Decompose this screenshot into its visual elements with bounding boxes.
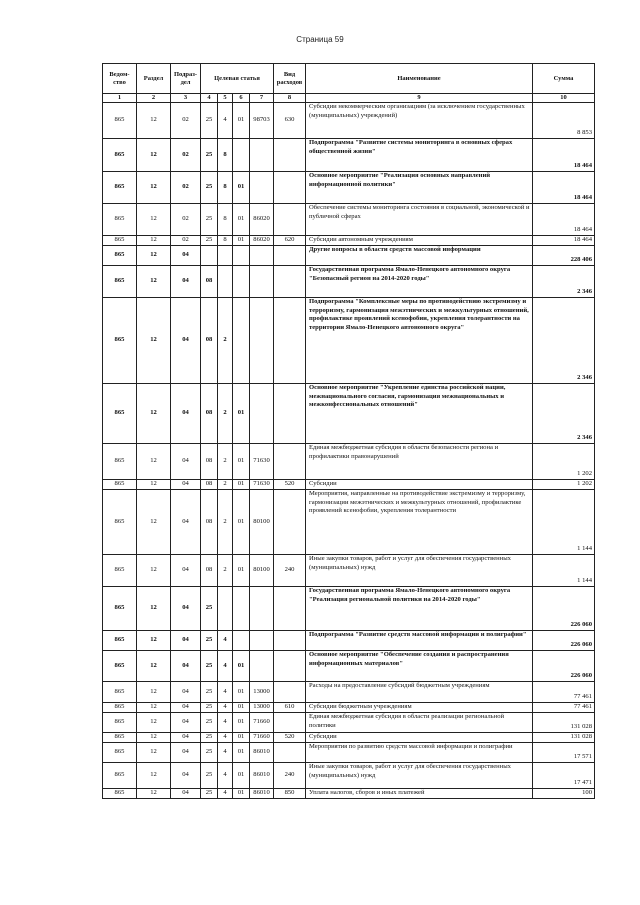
subsection-cell: 04 [171, 682, 201, 703]
target-item-subprogram-cell [218, 266, 233, 298]
target-item-direction-cell: 80100 [250, 490, 274, 555]
amount-cell: 1 202 [533, 444, 595, 480]
section-cell: 12 [137, 384, 171, 444]
ministry-cell: 865 [103, 103, 137, 139]
target-item-subprogram-cell: 4 [218, 703, 233, 713]
target-item-direction-cell: 71660 [250, 713, 274, 733]
page-header: Страница 59 [296, 35, 344, 44]
target-item-program-cell: 25 [201, 103, 218, 139]
ministry-cell: 865 [103, 651, 137, 682]
target-item-program-cell: 25 [201, 139, 218, 172]
target-item-direction-cell [250, 139, 274, 172]
target-item-activity-cell: 01 [233, 789, 250, 799]
expense-type-cell [274, 631, 306, 651]
amount-cell: 226 060 [533, 651, 595, 682]
section-cell: 12 [137, 236, 171, 246]
target-item-subprogram-cell: 2 [218, 444, 233, 480]
expense-type-cell: 240 [274, 763, 306, 789]
section-cell: 12 [137, 713, 171, 733]
target-item-program-cell: 25 [201, 743, 218, 763]
target-item-program-cell: 25 [201, 204, 218, 236]
table-row [103, 204, 595, 236]
col-header-expense-type: Вид расходов [274, 64, 306, 94]
amount-cell: 17 571 [533, 743, 595, 763]
amount-cell: 1 144 [533, 555, 595, 587]
target-item-activity-cell [233, 246, 250, 266]
target-item-subprogram-cell: 4 [218, 743, 233, 763]
column-number: 5 [218, 94, 233, 103]
name-cell: Иные закупки товаров, работ и услуг для обеспечения государственных (муниципальных) нужд [306, 555, 533, 587]
target-item-activity-cell: 01 [233, 733, 250, 743]
subsection-cell: 04 [171, 631, 201, 651]
subsection-cell: 04 [171, 743, 201, 763]
expense-type-cell [274, 444, 306, 480]
amount-cell: 18 464 [533, 139, 595, 172]
section-cell: 12 [137, 631, 171, 651]
target-item-activity-cell: 01 [233, 480, 250, 490]
subsection-cell: 04 [171, 480, 201, 490]
name-cell: Основное мероприятие "Обеспечение создания и распространения информационных материалов" [306, 651, 533, 682]
name-cell: Подпрограмма "Развитие системы мониторинга в основных сферах общественной жизни" [306, 139, 533, 172]
target-item-subprogram-cell: 4 [218, 651, 233, 682]
table-row [103, 444, 595, 480]
table-row [103, 246, 595, 266]
target-item-activity-cell: 01 [233, 384, 250, 444]
target-item-program-cell: 25 [201, 703, 218, 713]
table-row [103, 703, 595, 713]
expense-type-cell [274, 246, 306, 266]
column-number: 7 [250, 94, 274, 103]
table-row [103, 743, 595, 763]
expense-type-cell: 240 [274, 555, 306, 587]
expense-type-cell [274, 713, 306, 733]
name-cell: Подпрограмма "Развитие средств массовой информации и полиграфии" [306, 631, 533, 651]
amount-cell: 100 [533, 789, 595, 799]
section-cell: 12 [137, 682, 171, 703]
target-item-activity-cell: 01 [233, 763, 250, 789]
subsection-cell: 04 [171, 555, 201, 587]
subsection-cell: 04 [171, 763, 201, 789]
amount-cell: 131 028 [533, 733, 595, 743]
col-header-amount: Сумма [533, 64, 595, 94]
subsection-cell: 04 [171, 266, 201, 298]
target-item-program-cell: 08 [201, 266, 218, 298]
subsection-cell: 04 [171, 733, 201, 743]
section-cell: 12 [137, 298, 171, 384]
target-item-subprogram-cell: 4 [218, 103, 233, 139]
column-number: 1 [103, 94, 137, 103]
ministry-cell: 865 [103, 139, 137, 172]
col-header-subsection: Подраз-дел [171, 64, 201, 94]
table-row [103, 789, 595, 799]
expense-type-cell [274, 587, 306, 631]
section-cell: 12 [137, 103, 171, 139]
section-cell: 12 [137, 266, 171, 298]
name-cell: Субсидии бюджетным учреждениям [306, 703, 533, 713]
ministry-cell: 865 [103, 298, 137, 384]
ministry-cell: 865 [103, 789, 137, 799]
ministry-cell: 865 [103, 555, 137, 587]
ministry-cell: 865 [103, 587, 137, 631]
expense-type-cell [274, 172, 306, 204]
target-item-direction-cell: 13000 [250, 703, 274, 713]
target-item-program-cell: 08 [201, 298, 218, 384]
target-item-subprogram-cell [218, 587, 233, 631]
ministry-cell: 865 [103, 703, 137, 713]
section-cell: 12 [137, 733, 171, 743]
target-item-direction-cell: 71630 [250, 480, 274, 490]
target-item-program-cell: 25 [201, 763, 218, 789]
target-item-subprogram-cell: 2 [218, 555, 233, 587]
ministry-cell: 865 [103, 631, 137, 651]
target-item-activity-cell: 01 [233, 555, 250, 587]
target-item-activity-cell: 01 [233, 204, 250, 236]
target-item-direction-cell [250, 384, 274, 444]
target-item-direction-cell: 86010 [250, 743, 274, 763]
amount-cell: 1 144 [533, 490, 595, 555]
name-cell: Уплата налогов, сборов и иных платежей [306, 789, 533, 799]
target-item-subprogram-cell: 8 [218, 236, 233, 246]
amount-cell: 8 853 [533, 103, 595, 139]
amount-cell: 17 471 [533, 763, 595, 789]
table-row [103, 490, 595, 555]
target-item-program-cell: 08 [201, 555, 218, 587]
table-row [103, 236, 595, 246]
table-row [103, 139, 595, 172]
ministry-cell: 865 [103, 480, 137, 490]
ministry-cell: 865 [103, 246, 137, 266]
ministry-cell: 865 [103, 490, 137, 555]
subsection-cell: 04 [171, 789, 201, 799]
target-item-direction-cell [250, 172, 274, 204]
target-item-activity-cell: 01 [233, 713, 250, 733]
target-item-activity-cell: 01 [233, 236, 250, 246]
col-header-name: Наименование [306, 64, 533, 94]
target-item-program-cell: 25 [201, 713, 218, 733]
target-item-direction-cell: 86020 [250, 204, 274, 236]
name-cell: Мероприятия, направленные на противодействие экстремизму и терроризму, гармонизации межэтнических и межкультурных отношений, профилактике проявлений ксенофобии, укрепления толерантности [306, 490, 533, 555]
budget-table [102, 63, 595, 799]
name-cell: Основное мероприятие "Реализация основных направлений информационной политики" [306, 172, 533, 204]
target-item-program-cell: 08 [201, 490, 218, 555]
table-row [103, 266, 595, 298]
table-row [103, 103, 595, 139]
target-item-program-cell: 08 [201, 384, 218, 444]
target-item-program-cell: 25 [201, 789, 218, 799]
name-cell: Государственная программа Ямало-Ненецкого автономного округа "Реализация региональной политики на 2014-2020 годы" [306, 587, 533, 631]
section-cell: 12 [137, 246, 171, 266]
subsection-cell: 04 [171, 444, 201, 480]
target-item-subprogram-cell [218, 246, 233, 266]
subsection-cell: 02 [171, 172, 201, 204]
target-item-program-cell: 08 [201, 480, 218, 490]
column-number: 2 [137, 94, 171, 103]
section-cell: 12 [137, 480, 171, 490]
table-row [103, 713, 595, 733]
target-item-activity-cell: 01 [233, 444, 250, 480]
target-item-program-cell: 25 [201, 651, 218, 682]
name-cell: Субсидии автономным учреждениям [306, 236, 533, 246]
ministry-cell: 865 [103, 444, 137, 480]
expense-type-cell [274, 490, 306, 555]
target-item-direction-cell: 13000 [250, 682, 274, 703]
section-cell: 12 [137, 789, 171, 799]
target-item-direction-cell: 98703 [250, 103, 274, 139]
target-item-program-cell: 25 [201, 631, 218, 651]
ministry-cell: 865 [103, 172, 137, 204]
target-item-subprogram-cell: 4 [218, 631, 233, 651]
amount-cell: 77 461 [533, 703, 595, 713]
target-item-activity-cell: 01 [233, 703, 250, 713]
target-item-subprogram-cell: 2 [218, 384, 233, 444]
section-cell: 12 [137, 204, 171, 236]
expense-type-cell: 630 [274, 103, 306, 139]
expense-type-cell [274, 266, 306, 298]
name-cell: Субсидии некоммерческим организациям (за исключением государственных (муниципальных) учреждений) [306, 103, 533, 139]
subsection-cell: 02 [171, 139, 201, 172]
amount-cell: 226 060 [533, 587, 595, 631]
ministry-cell: 865 [103, 713, 137, 733]
target-item-program-cell: 08 [201, 444, 218, 480]
name-cell: Единая межбюджетная субсидия в области безопасности региона и профилактики правонарушений [306, 444, 533, 480]
target-item-subprogram-cell: 4 [218, 789, 233, 799]
table-row [103, 555, 595, 587]
section-cell: 12 [137, 651, 171, 682]
ministry-cell: 865 [103, 236, 137, 246]
ministry-cell: 865 [103, 763, 137, 789]
ministry-cell: 865 [103, 266, 137, 298]
target-item-direction-cell: 86010 [250, 789, 274, 799]
name-cell: Единая межбюджетная субсидия в области реализации региональной политики [306, 713, 533, 733]
expense-type-cell: 620 [274, 236, 306, 246]
section-cell: 12 [137, 743, 171, 763]
target-item-activity-cell: 01 [233, 682, 250, 703]
target-item-direction-cell: 80100 [250, 555, 274, 587]
subsection-cell: 04 [171, 298, 201, 384]
table-row [103, 587, 595, 631]
expense-type-cell [274, 682, 306, 703]
amount-cell: 2 346 [533, 266, 595, 298]
target-item-activity-cell: 01 [233, 103, 250, 139]
target-item-direction-cell [250, 651, 274, 682]
target-item-subprogram-cell: 4 [218, 713, 233, 733]
target-item-subprogram-cell: 2 [218, 480, 233, 490]
table-row [103, 631, 595, 651]
expense-type-cell: 520 [274, 733, 306, 743]
target-item-activity-cell: 01 [233, 490, 250, 555]
column-number: 8 [274, 94, 306, 103]
expense-type-cell [274, 651, 306, 682]
expense-type-cell [274, 204, 306, 236]
target-item-program-cell: 25 [201, 236, 218, 246]
name-cell: Другие вопросы в области средств массовой информации [306, 246, 533, 266]
target-item-activity-cell: 01 [233, 651, 250, 682]
name-cell: Основное мероприятие "Укрепление единства российской нации, межнационального согласия, гармонизация межнациональных и межконфессиональных отношений" [306, 384, 533, 444]
table-row [103, 651, 595, 682]
expense-type-cell [274, 298, 306, 384]
section-cell: 12 [137, 172, 171, 204]
amount-cell: 18 464 [533, 236, 595, 246]
ministry-cell: 865 [103, 743, 137, 763]
target-item-direction-cell [250, 587, 274, 631]
target-item-activity-cell: 01 [233, 172, 250, 204]
ministry-cell: 865 [103, 384, 137, 444]
target-item-direction-cell: 86010 [250, 763, 274, 789]
subsection-cell: 04 [171, 713, 201, 733]
amount-cell: 131 028 [533, 713, 595, 733]
ministry-cell: 865 [103, 682, 137, 703]
table-row [103, 384, 595, 444]
column-number: 3 [171, 94, 201, 103]
name-cell: Иные закупки товаров, работ и услуг для обеспечения государственных (муниципальных) нужд [306, 763, 533, 789]
table-row [103, 682, 595, 703]
expense-type-cell: 610 [274, 703, 306, 713]
target-item-subprogram-cell: 4 [218, 733, 233, 743]
subsection-cell: 04 [171, 384, 201, 444]
section-cell: 12 [137, 587, 171, 631]
table-row [103, 763, 595, 789]
amount-cell: 1 202 [533, 480, 595, 490]
subsection-cell: 04 [171, 651, 201, 682]
name-cell: Подпрограмма "Комплексные меры по противодействию экстремизму и терроризму, гармонизация межэтнических и межкультурных отношений, профилактике проявлений ксенофобии, укрепления толерантности на территории Ямало-Ненецкого автономного округа" [306, 298, 533, 384]
expense-type-cell [274, 743, 306, 763]
ministry-cell: 865 [103, 733, 137, 743]
target-item-program-cell: 25 [201, 587, 218, 631]
column-number: 4 [201, 94, 218, 103]
name-cell: Субсидии [306, 733, 533, 743]
amount-cell: 228 406 [533, 246, 595, 266]
column-number: 9 [306, 94, 533, 103]
target-item-activity-cell: 01 [233, 743, 250, 763]
subsection-cell: 04 [171, 703, 201, 713]
subsection-cell: 02 [171, 103, 201, 139]
section-cell: 12 [137, 444, 171, 480]
target-item-activity-cell [233, 266, 250, 298]
target-item-direction-cell [250, 266, 274, 298]
amount-cell: 18 464 [533, 172, 595, 204]
name-cell: Обеспечение системы мониторинга состояния в социальной, экономической и публичной сферах [306, 204, 533, 236]
target-item-subprogram-cell: 2 [218, 298, 233, 384]
target-item-direction-cell [250, 246, 274, 266]
target-item-activity-cell [233, 587, 250, 631]
target-item-subprogram-cell: 8 [218, 139, 233, 172]
subsection-cell: 04 [171, 246, 201, 266]
target-item-subprogram-cell: 4 [218, 763, 233, 789]
column-number-row [103, 94, 595, 103]
target-item-program-cell: 25 [201, 172, 218, 204]
name-cell: Субсидии [306, 480, 533, 490]
amount-cell: 2 346 [533, 298, 595, 384]
ministry-cell: 865 [103, 204, 137, 236]
column-number: 10 [533, 94, 595, 103]
section-cell: 12 [137, 490, 171, 555]
target-item-activity-cell [233, 631, 250, 651]
target-item-activity-cell [233, 139, 250, 172]
name-cell: Мероприятия по развитию средств массовой информации и полиграфии [306, 743, 533, 763]
table-row [103, 172, 595, 204]
expense-type-cell: 520 [274, 480, 306, 490]
amount-cell: 77 461 [533, 682, 595, 703]
target-item-subprogram-cell: 2 [218, 490, 233, 555]
target-item-direction-cell: 86020 [250, 236, 274, 246]
table-row [103, 733, 595, 743]
subsection-cell: 04 [171, 587, 201, 631]
target-item-activity-cell [233, 298, 250, 384]
section-cell: 12 [137, 555, 171, 587]
table-body [103, 103, 595, 799]
target-item-subprogram-cell: 8 [218, 204, 233, 236]
amount-cell: 2 346 [533, 384, 595, 444]
section-cell: 12 [137, 763, 171, 789]
target-item-program-cell [201, 246, 218, 266]
expense-type-cell [274, 139, 306, 172]
table-row [103, 298, 595, 384]
amount-cell: 18 464 [533, 204, 595, 236]
section-cell: 12 [137, 703, 171, 713]
col-header-section: Раздел [137, 64, 171, 94]
amount-cell: 226 060 [533, 631, 595, 651]
section-cell: 12 [137, 139, 171, 172]
target-item-direction-cell [250, 631, 274, 651]
name-cell: Государственная программа Ямало-Ненецкого автономного округа "Безопасный регион на 2014-2020 годы" [306, 266, 533, 298]
column-number: 6 [233, 94, 250, 103]
target-item-direction-cell: 71630 [250, 444, 274, 480]
target-item-direction-cell [250, 298, 274, 384]
table-row [103, 480, 595, 490]
col-header-ministry: Ведом-ство [103, 64, 137, 94]
target-item-subprogram-cell: 4 [218, 682, 233, 703]
expense-type-cell: 850 [274, 789, 306, 799]
subsection-cell: 04 [171, 490, 201, 555]
col-header-target-item: Целевая статья [201, 64, 274, 94]
target-item-program-cell: 25 [201, 733, 218, 743]
target-item-direction-cell: 71660 [250, 733, 274, 743]
subsection-cell: 02 [171, 204, 201, 236]
target-item-subprogram-cell: 8 [218, 172, 233, 204]
target-item-program-cell: 25 [201, 682, 218, 703]
name-cell: Расходы на предоставление субсидий бюджетным учреждениям [306, 682, 533, 703]
expense-type-cell [274, 384, 306, 444]
subsection-cell: 02 [171, 236, 201, 246]
